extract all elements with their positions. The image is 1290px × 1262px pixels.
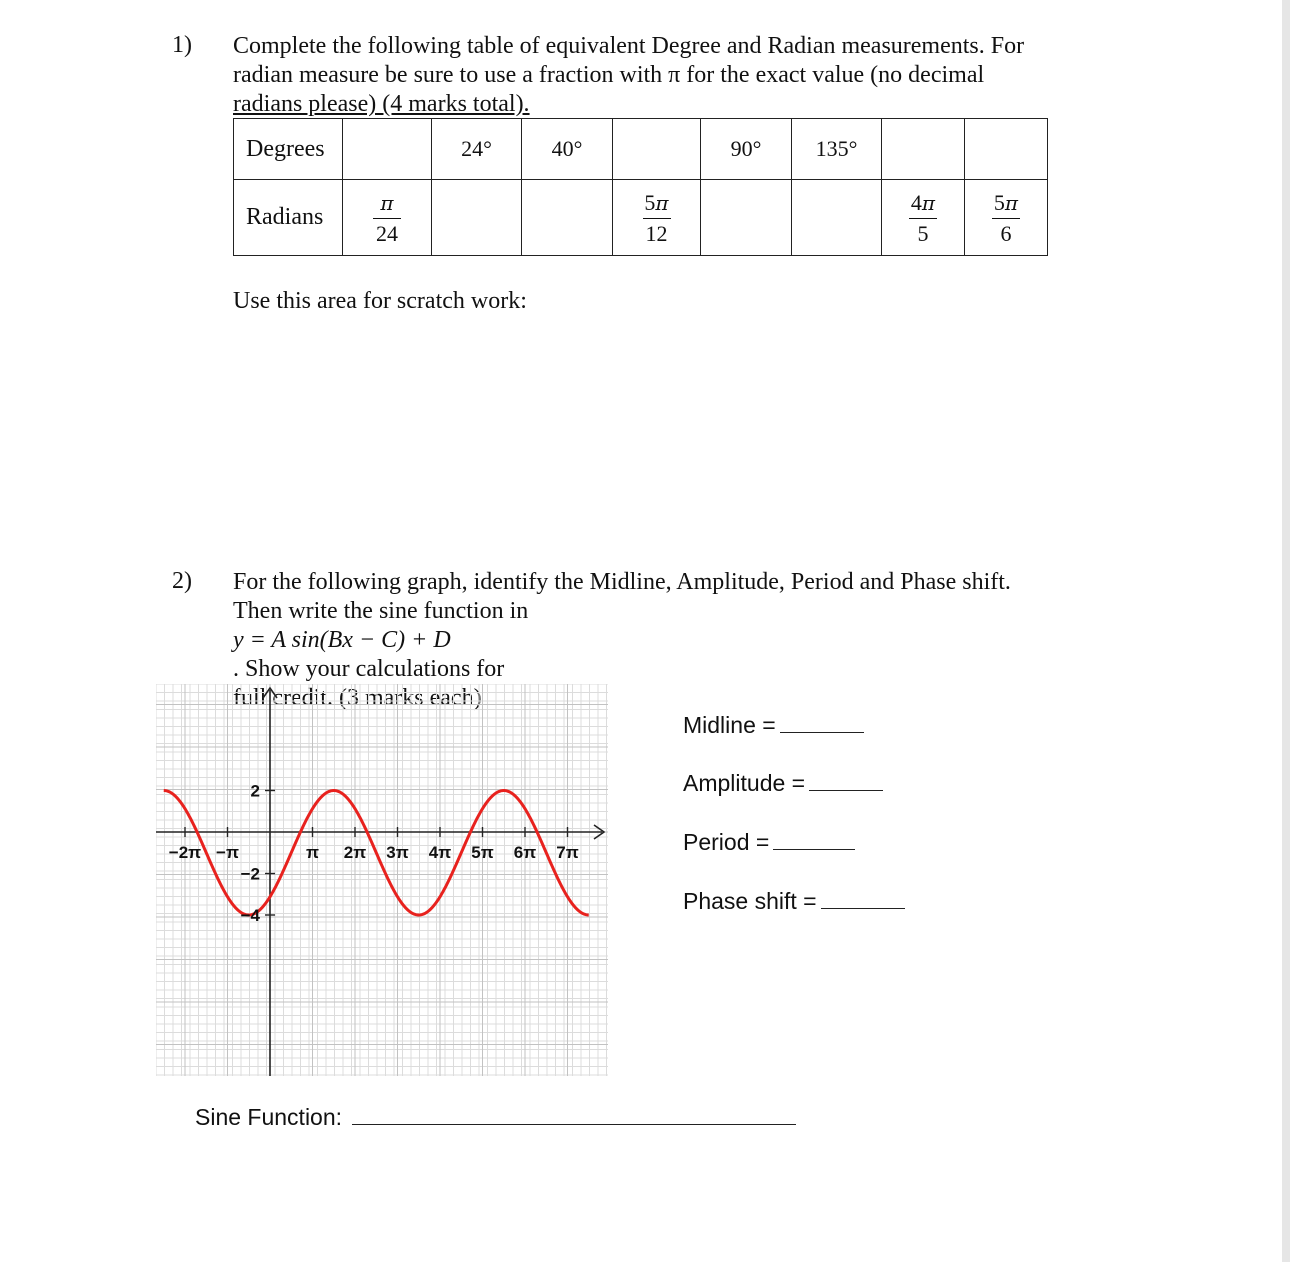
radian-fraction bbox=[992, 191, 1020, 246]
graph-grid-minor bbox=[156, 684, 608, 1076]
fraction-bar bbox=[643, 218, 671, 219]
x-tick-label: 6π bbox=[513, 843, 537, 862]
period-label: Period = bbox=[683, 829, 770, 855]
question-2-number: 2) bbox=[172, 568, 192, 594]
radian-denominator: 5 bbox=[917, 220, 929, 246]
radian-cell bbox=[343, 180, 432, 256]
x-tick-label: 3π bbox=[386, 843, 409, 862]
degree-cell: 135° bbox=[792, 119, 882, 180]
graph-axes bbox=[156, 688, 604, 1076]
degrees-label: Degrees bbox=[234, 119, 343, 180]
amplitude-blank[interactable] bbox=[809, 788, 883, 791]
radian-numerator: π bbox=[380, 190, 394, 215]
sine-graph bbox=[156, 684, 608, 1076]
radian-cell bbox=[613, 180, 701, 256]
fraction-bar bbox=[992, 218, 1020, 219]
radian-numerator: 5π bbox=[644, 189, 669, 215]
radian-denominator: 12 bbox=[645, 220, 668, 246]
radian-cell[interactable] bbox=[701, 180, 792, 256]
degree-cell[interactable] bbox=[882, 119, 965, 180]
radian-numerator: 5π bbox=[993, 189, 1019, 215]
x-tick-label: 4π bbox=[428, 843, 452, 862]
question-2-line-2: Then write the sine function in y = A sin(Bx − C) + D . Show your calculations for bbox=[233, 597, 1011, 684]
radians-row bbox=[234, 180, 1048, 256]
midline-blank[interactable] bbox=[780, 730, 864, 733]
x-tick-label: 7π bbox=[556, 843, 579, 862]
radian-cell bbox=[882, 180, 965, 256]
sine-function-blank[interactable] bbox=[352, 1122, 796, 1125]
amplitude-answer bbox=[683, 770, 883, 797]
question-2-line-3: full credit. (3 marks each) bbox=[233, 685, 482, 711]
amplitude-label: Amplitude = bbox=[683, 770, 806, 796]
x-tick-label: 5π bbox=[471, 843, 494, 862]
radian-fraction bbox=[643, 191, 671, 246]
fraction-bar bbox=[909, 218, 937, 219]
period-answer bbox=[683, 829, 855, 856]
fraction-bar bbox=[373, 218, 401, 219]
x-tick-label: −2π bbox=[168, 843, 202, 862]
x-tick-label: π bbox=[305, 843, 320, 862]
degree-cell[interactable] bbox=[613, 119, 701, 180]
phase-shift-answer bbox=[683, 888, 905, 915]
radian-fraction bbox=[909, 191, 937, 246]
sine-formula: y = A sin(Bx − C) + D bbox=[233, 627, 451, 653]
phase-shift-label: Phase shift = bbox=[683, 888, 817, 914]
radians-label: Radians bbox=[234, 180, 343, 256]
scratch-work-label: Use this area for scratch work: bbox=[233, 288, 527, 314]
question-2-line-1: For the following graph, identify the Midline, Amplitude, Period and Phase shift. bbox=[233, 569, 1011, 595]
radian-cell[interactable] bbox=[792, 180, 882, 256]
degree-cell: 40° bbox=[522, 119, 613, 180]
radian-denominator: 24 bbox=[376, 220, 398, 246]
question-1-line-3: radians please) (4 marks total). bbox=[233, 91, 530, 117]
radian-denominator: 6 bbox=[1000, 220, 1012, 246]
midline-label: Midline = bbox=[683, 712, 776, 738]
degree-cell: 24° bbox=[432, 119, 522, 180]
y-tick-label: −4 bbox=[240, 906, 260, 925]
page-edge bbox=[1282, 0, 1290, 1262]
radian-fraction bbox=[373, 191, 401, 246]
radian-numerator: 4π bbox=[910, 189, 936, 215]
sine-function-answer bbox=[195, 1104, 796, 1131]
degree-cell[interactable] bbox=[965, 119, 1048, 180]
midline-answer bbox=[683, 712, 864, 739]
radian-cell bbox=[965, 180, 1048, 256]
question-1-text bbox=[233, 32, 1024, 119]
y-tick-label: 2 bbox=[250, 781, 260, 801]
x-tick-label: 2π bbox=[343, 843, 367, 862]
y-tick-label: −2 bbox=[240, 864, 260, 884]
question-1-number: 1) bbox=[172, 32, 192, 58]
sine-function-label: Sine Function: bbox=[195, 1104, 343, 1130]
phase-shift-blank[interactable] bbox=[821, 906, 905, 909]
period-blank[interactable] bbox=[773, 847, 855, 850]
question-1-line-1: Complete the following table of equivalent Degree and Radian measurements. For bbox=[233, 33, 1025, 59]
degree-cell[interactable] bbox=[343, 119, 432, 180]
radian-cell[interactable] bbox=[522, 180, 613, 256]
x-tick-label: −π bbox=[216, 843, 239, 862]
degree-cell: 90° bbox=[701, 119, 792, 180]
question-1-line-2: radian measure be sure to use a fraction with π for the exact value (no decimal bbox=[233, 62, 985, 88]
degrees-row bbox=[234, 119, 1048, 180]
radian-cell[interactable] bbox=[432, 180, 522, 256]
conversion-table bbox=[233, 118, 1048, 256]
